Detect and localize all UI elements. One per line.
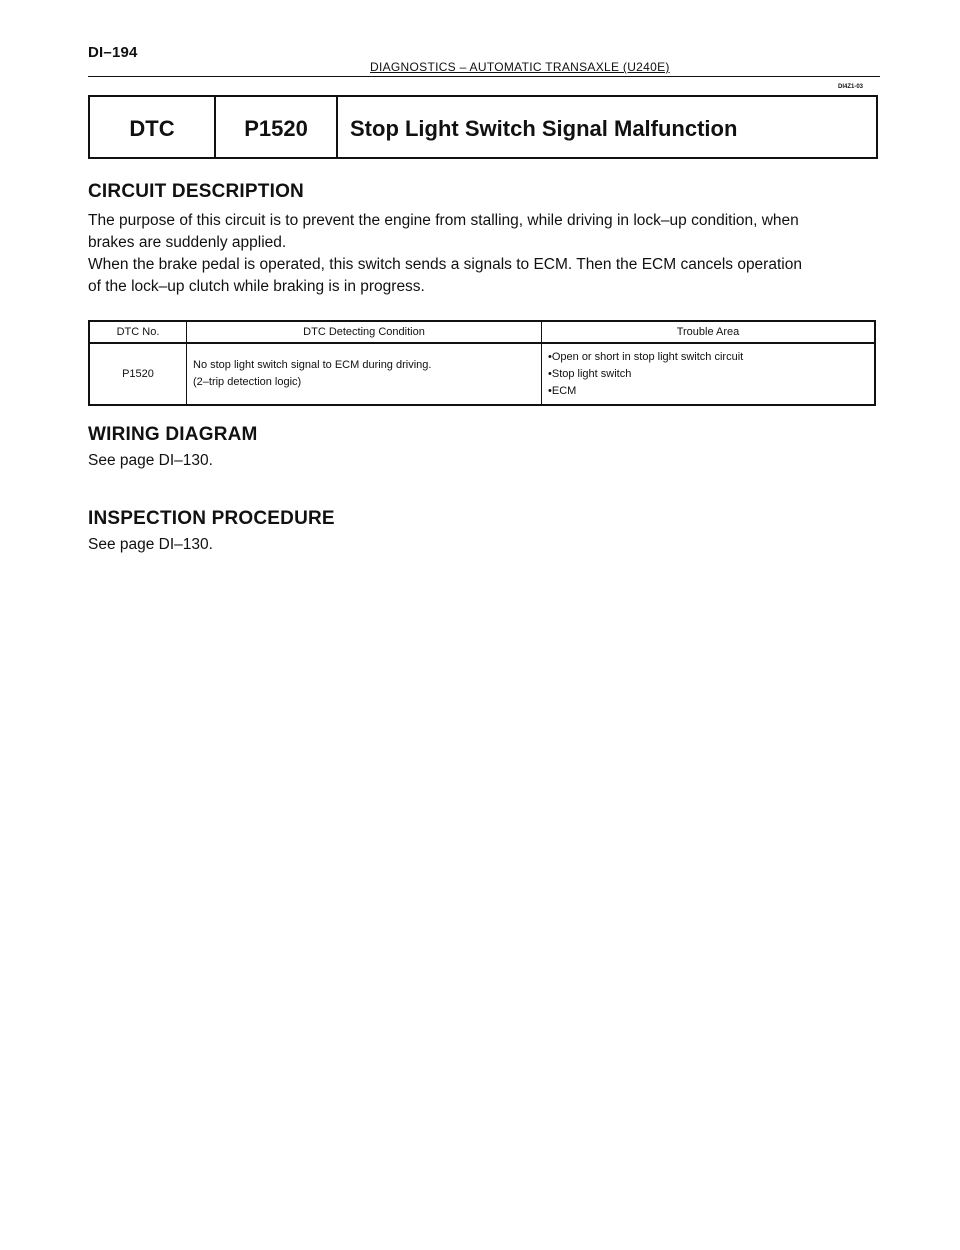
header-dtc-no: DTC No.	[89, 321, 187, 343]
cell-dtc-no: P1520	[89, 343, 187, 405]
dtc-table-header-row	[89, 321, 875, 343]
circuit-description-text	[88, 210, 880, 298]
document-code: DI4Z1-03	[838, 84, 864, 90]
trouble-area-item: •Stop light switch	[548, 367, 632, 380]
wiring-diagram-reference: See page DI–130.	[88, 452, 213, 469]
wiring-diagram-heading: WIRING DIAGRAM	[88, 424, 258, 445]
header-trouble-area: Trouble Area	[542, 321, 876, 343]
header-detecting-condition: DTC Detecting Condition	[187, 321, 542, 343]
inspection-procedure-heading: INSPECTION PROCEDURE	[88, 508, 335, 529]
page-number: DI–194	[88, 44, 138, 61]
trouble-area-item: •ECM	[548, 384, 577, 397]
dtc-code: P1520	[216, 97, 338, 157]
header-rule	[88, 76, 880, 77]
dtc-table	[88, 320, 876, 406]
cell-detecting-condition	[187, 343, 542, 405]
running-header: DIAGNOSTICS – AUTOMATIC TRANSAXLE (U240E)	[370, 60, 670, 74]
inspection-procedure-reference: See page DI–130.	[88, 536, 213, 553]
cell-trouble-area	[542, 343, 876, 405]
description-line: of the lock–up clutch while braking is in progress.	[88, 278, 425, 295]
table-row	[89, 343, 875, 405]
description-line: The purpose of this circuit is to prevent the engine from stalling, while driving in lock–up condition, when	[88, 212, 799, 229]
trouble-area-item: •Open or short in stop light switch circuit	[548, 350, 744, 363]
circuit-description-heading: CIRCUIT DESCRIPTION	[88, 181, 304, 202]
dtc-title-box	[88, 95, 878, 159]
dtc-title: Stop Light Switch Signal Malfunction	[350, 115, 738, 141]
condition-line: (2–trip detection logic)	[193, 376, 302, 388]
dtc-label: DTC	[90, 97, 216, 157]
description-line: brakes are suddenly applied.	[88, 234, 287, 251]
condition-line: No stop light switch signal to ECM during driving.	[193, 359, 432, 371]
description-line: When the brake pedal is operated, this switch sends a signals to ECM. Then the ECM cancels operation	[88, 256, 802, 273]
